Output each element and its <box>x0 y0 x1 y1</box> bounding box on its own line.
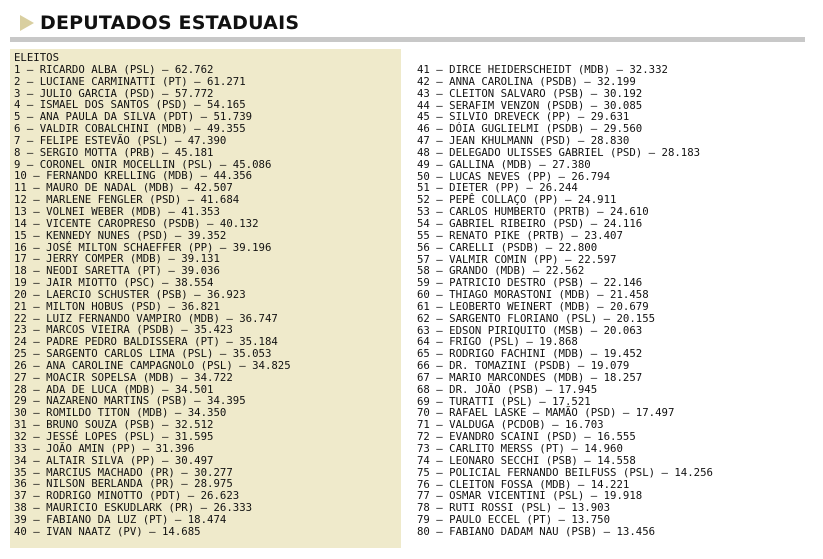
list-item: 7 – FELIPE ESTEVÃO (PSL) – 47.390 <box>14 133 227 147</box>
list-item: 52 – PEPÊ COLLAÇO (PP) – 24.911 <box>417 193 617 207</box>
list-item: 63 – EDSON PIRIQUITO (MSB) – 20.063 <box>417 323 643 337</box>
list-item: 3 – JULIO GARCIA (PSD) – 57.772 <box>14 86 214 100</box>
right-column <box>417 64 713 538</box>
list-item: 46 – DÓIA GUGLIELMI (PSDB) – 29.560 <box>417 122 643 136</box>
list-item: 65 – RODRIGO FACHINI (MDB) – 19.452 <box>417 347 643 361</box>
list-item: 4 – ISMAEL DOS SANTOS (PSD) – 54.165 <box>14 98 246 112</box>
list-item: 15 – KENNEDY NUNES (PSD) – 39.352 <box>14 228 227 242</box>
list-item: 38 – MAURICIO ESKUDLARK (PR) – 26.333 <box>14 501 253 515</box>
left-column <box>14 52 291 538</box>
list-item: 13 – VOLNEI WEBER (MDB) – 41.353 <box>14 204 220 218</box>
list-item: 18 – NEODI SARETTA (PT) – 39.036 <box>14 264 220 278</box>
list-item: 55 – RENATO PIKE (PRTB) – 23.407 <box>417 228 623 242</box>
list-item: 34 – ALTAIR SILVA (PP) – 30.497 <box>14 453 214 467</box>
list-item: 35 – MARCIUS MACHADO (PR) – 30.277 <box>14 465 233 479</box>
list-item: 27 – MOACIR SOPELSA (MDB) – 34.722 <box>14 370 233 384</box>
list-item: 64 – FRIGO (PSL) – 19.868 <box>417 335 578 349</box>
list-item: 16 – JOSÉ MILTON SCHAEFFER (PP) – 39.196 <box>14 240 272 254</box>
list-item: 33 – JOÃO AMIN (PP) – 31.396 <box>14 441 195 455</box>
list-item: 11 – MAURO DE NADAL (MDB) – 42.507 <box>14 181 233 195</box>
list-heading: ELEITOS <box>14 51 60 64</box>
list-item: 22 – LUIZ FERNANDO VAMPIRO (MDB) – 36.747 <box>14 311 278 325</box>
list-item: 10 – FERNANDO KRELLING (MDB) – 44.356 <box>14 169 253 183</box>
list-item: 59 – PATRICIO DESTRO (PSB) – 22.146 <box>417 276 643 290</box>
list-item: 44 – SERAFIM VENZON (PSDB) – 30.085 <box>417 98 643 112</box>
list-item: 28 – ADA DE LUCA (MDB) – 34.501 <box>14 382 214 396</box>
list-item: 29 – NAZARENO MARTINS (PSB) – 34.395 <box>14 394 246 408</box>
list-item: 19 – JAIR MIOTTO (PSC) – 38.554 <box>14 276 214 290</box>
list-item: 17 – JERRY COMPER (MDB) – 39.131 <box>14 252 220 266</box>
list-item: 51 – DIETER (PP) – 26.244 <box>417 181 578 195</box>
page-title: DEPUTADOS ESTADUAIS <box>40 12 300 34</box>
list-item: 5 – ANA PAULA DA SILVA (PDT) – 51.739 <box>14 110 253 124</box>
list-item: 58 – GRANDO (MDB) – 22.562 <box>417 264 585 278</box>
list-item: 9 – CORONEL ONIR MOCELLIN (PSL) – 45.086 <box>14 157 272 171</box>
list-item: 60 – THIAGO MORASTONI (MDB) – 21.458 <box>417 288 649 302</box>
list-item: 37 – RODRIGO MINOTTO (PDT) – 26.623 <box>14 489 240 503</box>
list-item: 1 – RICARDO ALBA (PSL) – 62.762 <box>14 62 214 76</box>
list-item: 49 – GALLINA (MDB) – 27.380 <box>417 157 591 171</box>
list-item: 43 – CLEITON SALVARO (PSB) – 30.192 <box>417 86 643 100</box>
list-item: 50 – LUCAS NEVES (PP) – 26.794 <box>417 169 611 183</box>
list-item: 54 – GABRIEL RIBEIRO (PSD) – 24.116 <box>417 216 643 230</box>
list-item: 78 – RUTI ROSSI (PSL) – 13.903 <box>417 501 611 515</box>
list-item: 76 – CLEITON FOSSA (MDB) – 14.221 <box>417 477 630 491</box>
list-item: 41 – DIRCE HEIDERSCHEIDT (MDB) – 32.332 <box>417 63 668 76</box>
list-item: 21 – MILTON HOBUS (PSD) – 36.821 <box>14 299 220 313</box>
list-item: 75 – POLICIAL FERNANDO BEILFUSS (PSL) – 14.256 <box>417 465 713 479</box>
list-item: 23 – MARCOS VIEIRA (PSDB) – 35.423 <box>14 323 233 337</box>
list-item: 66 – DR. TOMAZINI (PSDB) – 19.079 <box>417 359 630 373</box>
list-item: 8 – SERGIO MOTTA (PRB) – 45.181 <box>14 145 214 159</box>
list-item: 77 – OSMAR VICENTINI (PSL) – 19.918 <box>417 489 643 503</box>
list-item: 45 – SILVIO DREVECK (PP) – 29.631 <box>417 110 630 124</box>
header-divider <box>10 37 805 42</box>
list-item: 2 – LUCIANE CARMINATTI (PT) – 61.271 <box>14 74 246 88</box>
triangle-right-icon <box>20 15 34 31</box>
list-item: 80 – FABIANO DADAM NAU (PSB) – 13.456 <box>417 524 656 538</box>
list-item: 26 – ANA CAROLINE CAMPAGNOLO (PSL) – 34.825 <box>14 358 291 372</box>
list-item: 47 – JEAN KHULMANN (PSD) – 28.830 <box>417 134 630 148</box>
list-item: 70 – RAFAEL LASKE – MAMÃO (PSD) – 17.497 <box>417 406 675 420</box>
list-item: 32 – JESSÉ LOPES (PSL) – 31.595 <box>14 430 214 443</box>
list-item: 31 – BRUNO SOUZA (PSB) – 32.512 <box>14 418 214 432</box>
list-item: 69 – TURATTI (PSL) – 17.521 <box>417 394 591 408</box>
list-item: 20 – LAERCIO SCHUSTER (PSB) – 36.923 <box>14 287 246 301</box>
list-item: 40 – IVAN NAATZ (PV) – 14.685 <box>14 524 201 538</box>
list-item: 48 – DELEGADO ULISSES GABRIEL (PSD) – 28.183 <box>417 145 701 159</box>
list-item: 68 – DR. JOÃO (PSB) – 17.945 <box>417 382 598 396</box>
list-item: 25 – SARGENTO CARLOS LIMA (PSL) – 35.053 <box>14 347 272 361</box>
list-item: 57 – VALMIR COMIN (PP) – 22.597 <box>417 252 617 266</box>
list-item: 74 – LEONARO SECCHI (PSB) – 14.558 <box>417 453 636 467</box>
list-item: 36 – NILSON BERLANDA (PR) – 28.975 <box>14 477 233 491</box>
list-item: 61 – LEOBERTO WEINERT (MDB) – 20.679 <box>417 299 649 313</box>
list-item: 12 – MARLENE FENGLER (PSD) – 41.684 <box>14 193 240 207</box>
list-item: 73 – CARLITO MERSS (PT) – 14.960 <box>417 442 623 455</box>
list-item: 71 – VALDUGA (PCDOB) – 16.703 <box>417 418 604 432</box>
list-item: 30 – ROMILDO TITON (MDB) – 34.350 <box>14 406 227 420</box>
list-item: 62 – SARGENTO FLORIANO (PSL) – 20.155 <box>417 311 656 325</box>
section-header <box>20 12 810 38</box>
list-item: 39 – FABIANO DA LUZ (PT) – 18.474 <box>14 512 227 526</box>
list-item: 6 – VALDIR COBALCHINI (MDB) – 49.355 <box>14 122 246 136</box>
list-item: 42 – ANNA CAROLINA (PSDB) – 32.199 <box>417 74 636 88</box>
list-item: 79 – PAULO ECCEL (PT) – 13.750 <box>417 513 611 527</box>
list-item: 67 – MARIO MARCONDES (MDB) – 18.257 <box>417 370 643 384</box>
list-item: 14 – VICENTE CAROPRESO (PSDB) – 40.132 <box>14 216 259 230</box>
list-item: 72 – EVANDRO SCAINI (PSD) – 16.555 <box>417 430 636 444</box>
list-item: 53 – CARLOS HUMBERTO (PRTB) – 24.610 <box>417 205 649 219</box>
list-item: 56 – CARELLI (PSDB) – 22.800 <box>417 240 598 254</box>
list-item: 24 – PADRE PEDRO BALDISSERA (PT) – 35.184 <box>14 335 278 349</box>
